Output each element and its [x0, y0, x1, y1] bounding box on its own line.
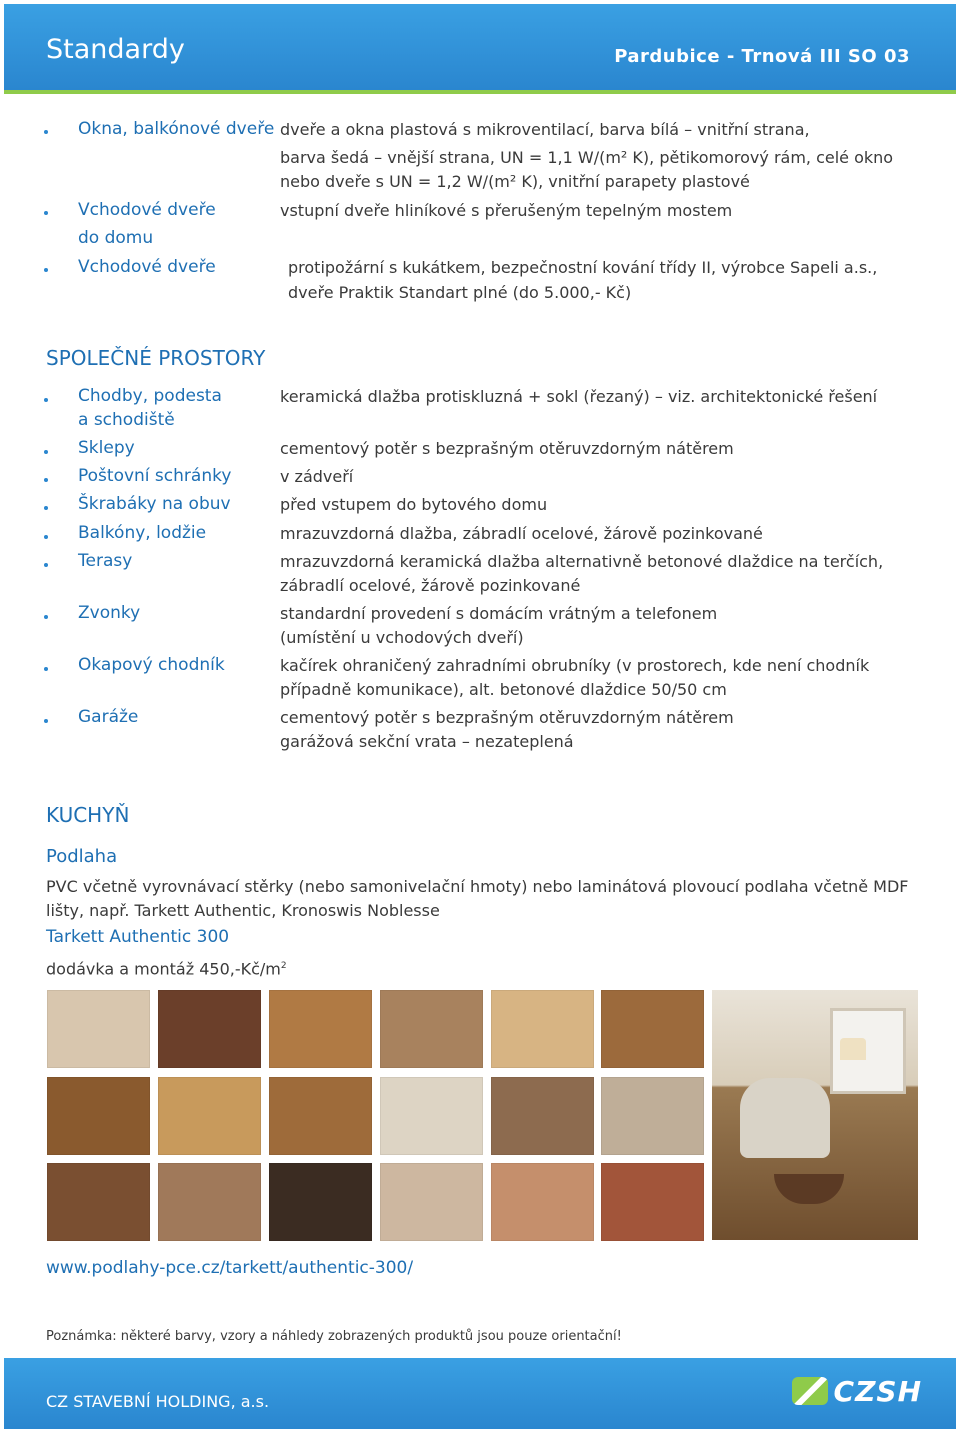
- item-value-line: případně komunikace), alt. betonové dlaždice 50/50 cm: [280, 680, 727, 699]
- bullet-icon: [44, 478, 52, 486]
- floor-swatch: [491, 1163, 594, 1241]
- item-value-line: keramická dlažba protiskluzná + sokl (řezaný) – viz. architektonické řešení: [280, 387, 878, 406]
- floor-swatch: [47, 1163, 150, 1241]
- floor-swatch: [601, 1163, 704, 1241]
- item-value-line: v zádveří: [280, 467, 354, 486]
- item-label: Škrabáky na obuv: [78, 494, 231, 514]
- item-label: Vchodové dveře: [78, 257, 216, 277]
- item-label: Chodby, podesta: [78, 386, 222, 406]
- item-value-line: nebo dveře s UN = 1,2 W/(m² K), vnitřní parapety plastové: [280, 172, 750, 191]
- item-label: Okapový chodník: [78, 655, 225, 675]
- floor-description-line: lišty, např. Tarkett Authentic, Kronoswis Noblesse: [46, 901, 440, 920]
- item-label: Terasy: [78, 551, 133, 571]
- bullet-icon: [44, 506, 52, 514]
- section-heading-common: SPOLEČNÉ PROSTORY: [46, 346, 266, 370]
- item-label: Vchodové dveře: [78, 200, 216, 220]
- item-value-line: mrazuvzdorná dlažba, zábradlí ocelové, žárově pozinkované: [280, 524, 763, 543]
- logo-text: CZSH: [833, 1374, 922, 1408]
- bullet-icon: [44, 211, 52, 219]
- product-name: Tarkett Authentic 300: [46, 927, 230, 947]
- item-value-line: dveře a okna plastová s mikroventilací, barva bílá – vnitřní strana,: [280, 120, 810, 139]
- armchair-shape: [740, 1078, 830, 1158]
- item-label: Zvonky: [78, 603, 141, 623]
- item-label: Okna, balkónové dveře: [78, 119, 275, 139]
- item-value-line: dveře Praktik Standart plné (do 5.000,- Kč): [288, 283, 632, 302]
- bullet-icon: [44, 615, 52, 623]
- item-value-line: barva šedá – vnější strana, UN = 1,1 W/(m² K), pětikomorový rám, celé okno: [280, 148, 894, 167]
- disclaimer-note: Poznámka: některé barvy, vzory a náhledy zobrazených produktů jsou pouze orientační!: [46, 1329, 622, 1344]
- floor-swatch: [601, 1077, 704, 1155]
- price-text: dodávka a montáž 450,-Kč/m: [46, 959, 281, 979]
- item-label: Poštovní schránky: [78, 466, 232, 486]
- floor-swatch: [158, 1163, 261, 1241]
- bowl-shape: [774, 1174, 844, 1204]
- price-line: [46, 955, 926, 980]
- item-value-line: cementový potěr s bezprašným otěruvzdorným nátěrem: [280, 439, 734, 458]
- floor-swatch: [269, 990, 372, 1068]
- logo-mark-icon: [792, 1377, 828, 1405]
- floor-swatch: [47, 1077, 150, 1155]
- floor-swatch: [380, 1163, 483, 1241]
- project-name: Pardubice - Trnová III SO 03: [614, 46, 910, 67]
- company-logo: [792, 1374, 922, 1408]
- item-label: Sklepy: [78, 438, 135, 458]
- floor-swatch: [601, 990, 704, 1068]
- floor-heading: Podlaha: [46, 846, 118, 867]
- bullet-icon: [44, 667, 52, 675]
- section-heading-kitchen: KUCHYŇ: [46, 803, 130, 827]
- item-label: Balkóny, lodžie: [78, 523, 207, 543]
- bullet-icon: [44, 268, 52, 276]
- item-value-line: mrazuvzdorná keramická dlažba alternativně betonové dlaždice na terčích,: [280, 552, 884, 571]
- floor-swatch: [158, 990, 261, 1068]
- floor-swatch: [269, 1077, 372, 1155]
- item-value-line: standardní provedení s domácím vrátným a telefonem: [280, 604, 718, 623]
- floor-swatch: [47, 990, 150, 1068]
- floor-swatch: [269, 1163, 372, 1241]
- page-title: Standardy: [46, 34, 185, 65]
- bullet-icon: [44, 450, 52, 458]
- floor-swatch: [380, 990, 483, 1068]
- bullet-icon: [44, 398, 52, 406]
- product-link[interactable]: www.podlahy-pce.cz/tarkett/authentic-300/: [46, 1258, 414, 1278]
- page-header: [4, 4, 956, 94]
- floor-swatch: [158, 1077, 261, 1155]
- price-superscript: 2: [280, 961, 287, 971]
- floor-swatch: [380, 1077, 483, 1155]
- lamp-shape: [840, 1038, 866, 1060]
- item-value-line: vstupní dveře hliníkové s přerušeným tepelným mostem: [280, 201, 733, 220]
- item-label-line2: a schodiště: [78, 410, 175, 430]
- floor-description-line: PVC včetně vyrovnávací stěrky (nebo samonivelační hmoty) nebo laminátová plovoucí podlaha včetně MDF: [46, 877, 909, 896]
- bullet-icon: [44, 535, 52, 543]
- item-value-line: kačírek ohraničený zahradními obrubníky (v prostorech, kde není chodník: [280, 656, 870, 675]
- item-label-line2: do domu: [78, 228, 154, 248]
- floor-swatch: [491, 990, 594, 1068]
- item-value-line: cementový potěr s bezprašným otěruvzdorným nátěrem: [280, 708, 734, 727]
- item-value-line: protipožární s kukátkem, bezpečnostní kování třídy II, výrobce Sapeli a.s.,: [288, 258, 878, 277]
- interior-photo: [712, 990, 918, 1240]
- bullet-icon: [44, 563, 52, 571]
- page-footer: [4, 1358, 956, 1429]
- company-name: CZ STAVEBNÍ HOLDING, a.s.: [46, 1392, 270, 1411]
- item-value-line: před vstupem do bytového domu: [280, 495, 548, 514]
- item-label: Garáže: [78, 707, 139, 727]
- bullet-icon: [44, 719, 52, 727]
- bullet-icon: [44, 130, 52, 138]
- item-value-line: (umístění u vchodových dveří): [280, 628, 524, 647]
- item-value-line: garážová sekční vrata – nezateplená: [280, 732, 574, 751]
- item-value-line: zábradlí ocelové, žárově pozinkované: [280, 576, 581, 595]
- floor-swatch: [491, 1077, 594, 1155]
